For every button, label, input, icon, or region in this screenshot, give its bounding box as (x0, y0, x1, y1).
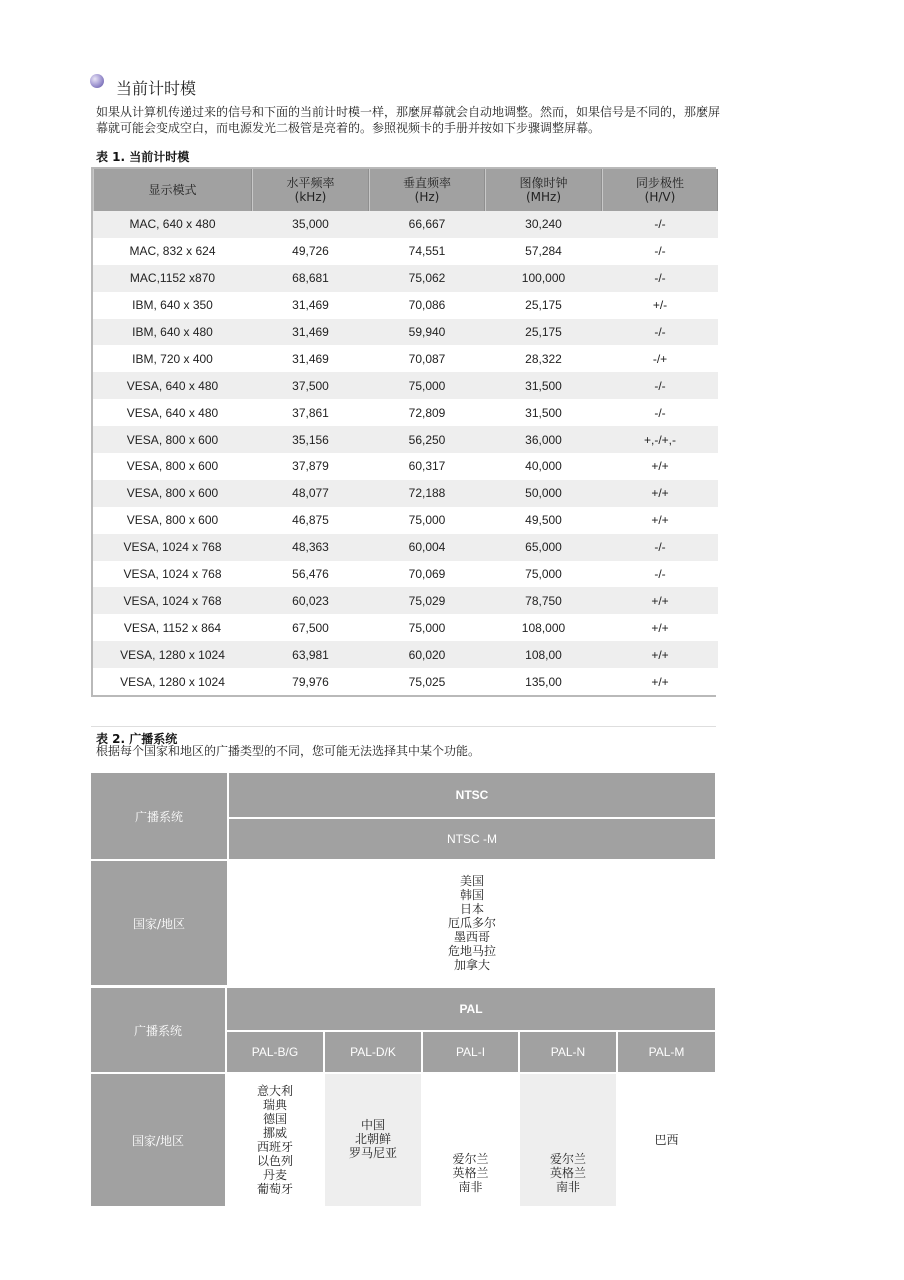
table-cell: +/- (602, 292, 718, 319)
table-cell: VESA, 800 x 600 (93, 480, 252, 507)
table-cell: VESA, 800 x 600 (93, 426, 252, 453)
table-row (93, 507, 718, 534)
table-row (93, 319, 718, 346)
table-row (93, 292, 718, 319)
table-row (93, 345, 718, 372)
table-cell: MAC, 832 x 624 (93, 238, 252, 265)
country-name: 北朝鲜 (354, 1132, 391, 1146)
table-cell: -/- (602, 399, 718, 426)
table-cell: 25,175 (485, 292, 602, 319)
table-cell: IBM, 640 x 480 (93, 319, 252, 346)
table-cell: +/+ (602, 641, 718, 668)
pal-system-label: 广播系统 (91, 988, 225, 1072)
header-sync-polarity: 同步极性 (H/V) (602, 169, 718, 211)
table-cell: 49,726 (252, 238, 369, 265)
country-name: 瑞典 (262, 1098, 287, 1112)
country-name: 爱尔兰 (452, 1152, 489, 1166)
country-name: 英格兰 (549, 1166, 586, 1180)
timing-table (91, 167, 716, 697)
table-cell: 63,981 (252, 641, 369, 668)
table-cell: 56,250 (369, 426, 485, 453)
table-cell: 50,000 (485, 480, 602, 507)
pal-country-label: 国家/地区 (91, 1074, 225, 1206)
ntsc-country-label: 国家/地区 (91, 861, 227, 985)
table-row (93, 453, 718, 480)
table-cell: 36,000 (485, 426, 602, 453)
table-cell: 31,469 (252, 292, 369, 319)
table-row (93, 534, 718, 561)
table-cell: 78,750 (485, 587, 602, 614)
pal-m-countries (618, 1074, 715, 1206)
table-cell: 75,029 (369, 587, 485, 614)
heading-bullet-icon (90, 74, 108, 92)
pal-m-label: PAL-M (618, 1032, 715, 1072)
table-row (93, 641, 718, 668)
table-cell: 37,861 (252, 399, 369, 426)
table-cell: 60,020 (369, 641, 485, 668)
country-name: 日本 (459, 902, 484, 916)
header-horizontal-frequency: 水平频率 (kHz) (252, 169, 369, 211)
table-cell: 79,976 (252, 668, 369, 695)
country-name: 葡萄牙 (256, 1182, 293, 1196)
table-cell: 31,500 (485, 399, 602, 426)
ntsc-system-label: 广播系统 (91, 773, 227, 859)
country-name: 中国 (360, 1118, 385, 1132)
country-name: 以色列 (256, 1154, 293, 1168)
country-name: 意大利 (256, 1084, 293, 1098)
table-cell: 31,469 (252, 345, 369, 372)
table-cell: 25,175 (485, 319, 602, 346)
table-cell: +,-/+,- (602, 426, 718, 453)
table-cell: 70,069 (369, 561, 485, 588)
country-name: 危地马拉 (447, 944, 496, 958)
pal-n-countries (520, 1074, 616, 1206)
country-name: 厄瓜多尔 (447, 916, 496, 930)
table-row (93, 399, 718, 426)
country-name: 巴西 (654, 1133, 679, 1147)
header-vertical-frequency: 垂直频率 (Hz) (369, 169, 485, 211)
table-cell: -/- (602, 534, 718, 561)
pal-i-label: PAL-I (423, 1032, 518, 1072)
table-row (93, 265, 718, 292)
table-cell: +/+ (602, 614, 718, 641)
table-cell: +/+ (602, 480, 718, 507)
table-cell: 46,875 (252, 507, 369, 534)
table-cell: 48,363 (252, 534, 369, 561)
table-cell: 37,879 (252, 453, 369, 480)
table-cell: 30,240 (485, 211, 602, 238)
pal-bg-label: PAL-B/G (227, 1032, 323, 1072)
table-cell: 67,500 (252, 614, 369, 641)
table-cell: MAC,1152 x870 (93, 265, 252, 292)
table-cell: 70,086 (369, 292, 485, 319)
table-row (93, 480, 718, 507)
table-cell: 60,317 (369, 453, 485, 480)
table-row (93, 587, 718, 614)
table-cell: 100,000 (485, 265, 602, 292)
table-cell: 75,000 (369, 372, 485, 399)
header-pixel-clock: 图像时钟 (MHz) (485, 169, 602, 211)
table-cell: 60,023 (252, 587, 369, 614)
pal-title: PAL (227, 988, 715, 1030)
table-cell: 70,087 (369, 345, 485, 372)
table-row (93, 372, 718, 399)
table-cell: VESA, 1024 x 768 (93, 561, 252, 588)
country-name: 加拿大 (453, 958, 490, 972)
country-name: 德国 (262, 1112, 287, 1126)
table-cell: -/- (602, 372, 718, 399)
table-row (93, 614, 718, 641)
table-cell: 65,000 (485, 534, 602, 561)
table-cell: -/- (602, 238, 718, 265)
table-cell: -/+ (602, 345, 718, 372)
table2-caption: 表 2. 广播系统 (96, 732, 178, 746)
table-cell: +/+ (602, 453, 718, 480)
table-cell: VESA, 1024 x 768 (93, 587, 252, 614)
timing-table-header (93, 169, 718, 211)
table-cell: MAC, 640 x 480 (93, 211, 252, 238)
table-cell: VESA, 1280 x 1024 (93, 641, 252, 668)
table-cell: 35,000 (252, 211, 369, 238)
table-cell: +/+ (602, 507, 718, 534)
table-cell: 48,077 (252, 480, 369, 507)
country-name: 墨西哥 (453, 930, 490, 944)
table-cell: 72,809 (369, 399, 485, 426)
ntsc-m-label: NTSC -M (229, 819, 715, 859)
table-cell: VESA, 1280 x 1024 (93, 668, 252, 695)
table-cell: 75,000 (369, 507, 485, 534)
table-cell: VESA, 800 x 600 (93, 453, 252, 480)
table-cell: 108,000 (485, 614, 602, 641)
table-cell: VESA, 640 x 480 (93, 399, 252, 426)
ntsc-title: NTSC (229, 773, 715, 817)
table-cell: VESA, 640 x 480 (93, 372, 252, 399)
table-cell: VESA, 800 x 600 (93, 507, 252, 534)
country-name: 美国 (459, 874, 484, 888)
table-cell: 57,284 (485, 238, 602, 265)
table1-caption: 表 1. 当前计时模 (96, 150, 190, 164)
pal-i-countries (423, 1074, 518, 1206)
table-cell: 74,551 (369, 238, 485, 265)
table-cell: VESA, 1152 x 864 (93, 614, 252, 641)
header-display-mode: 显示模式 (93, 169, 252, 211)
table-cell: 72,188 (369, 480, 485, 507)
table-cell: IBM, 640 x 350 (93, 292, 252, 319)
table-row (93, 238, 718, 265)
table-row (93, 561, 718, 588)
table-cell: -/- (602, 319, 718, 346)
pal-bg-countries (227, 1074, 323, 1206)
table-cell: +/+ (602, 668, 718, 695)
table-cell: 35,156 (252, 426, 369, 453)
table-cell: 31,469 (252, 319, 369, 346)
table-cell: VESA, 1024 x 768 (93, 534, 252, 561)
country-name: 英格兰 (452, 1166, 489, 1180)
section-divider (91, 726, 716, 727)
pal-n-label: PAL-N (520, 1032, 616, 1072)
country-name: 南非 (555, 1180, 580, 1194)
ntsc-country-list (229, 861, 715, 985)
country-name: 丹麦 (262, 1168, 287, 1182)
pal-dk-countries (325, 1074, 421, 1206)
pal-dk-label: PAL-D/K (325, 1032, 421, 1072)
table-cell: 37,500 (252, 372, 369, 399)
intro-paragraph: 如果从计算机传递过来的信号和下面的当前计时模一样，那麼屏幕就会自动地调整。然而，如果信号是不同的，那麼屏幕就可能会变成空白，而电源发光二极管是亮着的。参照视频卡的手册并按如下步骤调整屏幕。 (96, 105, 721, 135)
table-row (93, 211, 718, 238)
table-cell: 49,500 (485, 507, 602, 534)
table-cell: 75,025 (369, 668, 485, 695)
table-cell: 75,062 (369, 265, 485, 292)
table2-note: 根据每个国家和地区的广播类型的不同，您可能无法选择其中某个功能。 (96, 744, 481, 758)
table-cell: 40,000 (485, 453, 602, 480)
table-row (93, 668, 718, 695)
table-cell: 31,500 (485, 372, 602, 399)
table-cell: 60,004 (369, 534, 485, 561)
table-row (93, 426, 718, 453)
table-cell: -/- (602, 561, 718, 588)
country-name: 爱尔兰 (549, 1152, 586, 1166)
table-cell: -/- (602, 211, 718, 238)
country-name: 韩国 (459, 888, 484, 902)
country-name: 南非 (458, 1180, 483, 1194)
country-name: 罗马尼亚 (348, 1146, 397, 1160)
country-name: 挪威 (262, 1126, 287, 1140)
page-title: 当前计时模 (116, 79, 197, 98)
table-cell: 75,000 (369, 614, 485, 641)
table-cell: 56,476 (252, 561, 369, 588)
table-cell: +/+ (602, 587, 718, 614)
table-cell: IBM, 720 x 400 (93, 345, 252, 372)
table-cell: 28,322 (485, 345, 602, 372)
table-cell: 108,00 (485, 641, 602, 668)
table-cell: 66,667 (369, 211, 485, 238)
country-name: 西班牙 (256, 1140, 293, 1154)
table-cell: 75,000 (485, 561, 602, 588)
table-cell: 135,00 (485, 668, 602, 695)
table-cell: -/- (602, 265, 718, 292)
table-cell: 68,681 (252, 265, 369, 292)
table-cell: 59,940 (369, 319, 485, 346)
